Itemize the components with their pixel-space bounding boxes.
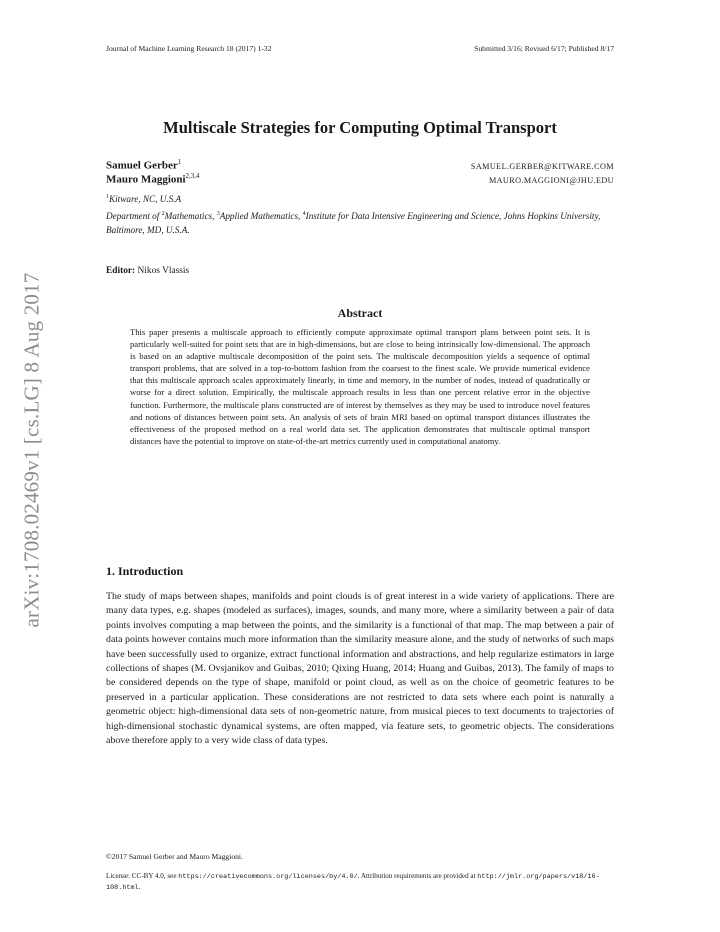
author-email: SAMUEL.GERBER@KITWARE.COM	[470, 161, 614, 171]
affiliation-2	[106, 207, 614, 237]
affiliation-text: Department of	[106, 211, 162, 222]
affiliation-text: Mathematics,	[164, 211, 217, 222]
affiliation-text: Applied Mathematics,	[219, 211, 303, 222]
author-row	[106, 158, 614, 172]
license-text: .	[138, 883, 141, 891]
author-affiliation-mark: 2,3,4	[185, 172, 200, 180]
license-text: License: CC-BY 4.0, see	[106, 872, 179, 880]
author-name	[106, 158, 181, 172]
author-affiliation-mark: 1	[177, 158, 182, 166]
section-heading: 1. Introduction	[106, 564, 184, 578]
affiliation-1	[106, 190, 614, 206]
license-notice	[106, 871, 614, 893]
attribution-link[interactable]: http://jmlr.org/papers/v18/16-108.html	[106, 873, 600, 892]
license-text: . Attribution requirements are provided at	[357, 872, 478, 880]
author-name-text: Mauro Maggioni	[106, 173, 186, 186]
editor-name: Nikos Vlassis	[137, 266, 190, 276]
license-link[interactable]: https://creativecommons.org/licenses/by/4.0/	[178, 873, 358, 881]
affiliation-mark: 3	[216, 211, 220, 217]
paper-title: Multiscale Strategies for Computing Optimal Transport	[163, 118, 557, 137]
affiliation-mark: 1	[106, 194, 109, 200]
abstract-heading: Abstract	[337, 306, 383, 320]
arxiv-identifier: arXiv:1708.02469v1 [cs.LG] 8 Aug 2017	[19, 272, 44, 628]
author-name	[106, 172, 200, 186]
copyright-notice: ©2017 Samuel Gerber and Mauro Maggioni.	[106, 852, 243, 861]
introduction-body: The study of maps between shapes, manifolds and point clouds is of great interest in a wide variety of applications. There are many data types, e.g. shapes (modeled as surfaces), images, sounds, and many more, where a similarity between a pair of data points involves computing a map between the points, and the similarity is a functional of that map. The map between a pair of data points however contains much more information than the similarity measure alone, and the study of networks of such maps have been successfully used to organize, extract functional information and abstractions, and help regularize estimators in large collections of shapes (M. Ovsjanikov and Guibas, 2010; Qixing Huang, 2014; Huang and Guibas, 2013). The family of maps to be considered depends on the type of shape, manifold or point cloud, as well as on the choice of geometric features to be preserved in a particular application. These considerations are not restricted to data sets where each point is naturally a geometric object: high-dimensional data sets of non-geometric nature, from musical pieces to text documents to trajectories of high-dimensional stochastic dynamical systems, are often mapped, via feature sets, to geometric objects. The considerations above therefore apply to a very wide class of data types.	[106, 591, 614, 747]
author-email: MAURO.MAGGIONI@JHU.EDU	[488, 175, 614, 185]
abstract-body: This paper presents a multiscale approach to efficiently compute approximate optimal transport plans between point sets. It is particularly well-suited for point sets that are in high-dimensions, but are close to being intrinsically low-dimensional. The approach is based on an adaptive multiscale decomposition of the point sets. The multiscale decomposition yields a sequence of optimal transport problems, that are solved in a top-to-bottom fashion from the coarsest to the finest scale. We provide numerical evidence that this multiscale approach scales approximately linearly, in time and memory, in the number of nodes, instead of quadratically or worse for a direct solution. Empirically, the multiscale approach results in less than one percent relative error in the objective function. Furthermore, the multiscale plans constructed are of interest by themselves as they may be used to introduce novel features and notions of distances between point sets. An analysis of sets of brain MRI based on optimal transport distances illustrates the effectiveness of the proposed method on a real world data set. The application demonstrates that multiscale optimal transport distances have the potential to improve on state-of-the-art metrics currently used in computational anatomy.	[130, 327, 590, 446]
affiliation-text: Kitware, NC, U.S.A	[109, 194, 182, 205]
editor-label: Editor:	[106, 266, 136, 276]
editor-line	[106, 266, 189, 276]
submission-dates: Submitted 3/16; Revised 6/17; Published 8/17	[474, 44, 614, 53]
author-row	[106, 172, 614, 186]
journal-name: Journal of Machine Learning Research 18 (2017) 1-32	[106, 44, 272, 53]
affiliation-text: Institute for Data Intensive Engineering and Science, Johns Hopkins University, Baltimore, MD, U.S.A.	[106, 211, 601, 236]
running-header	[106, 44, 614, 53]
affiliation-mark: 4	[302, 211, 306, 217]
author-block	[106, 158, 614, 186]
author-name-text: Samuel Gerber	[106, 159, 178, 172]
affiliation-mark: 2	[161, 211, 165, 217]
